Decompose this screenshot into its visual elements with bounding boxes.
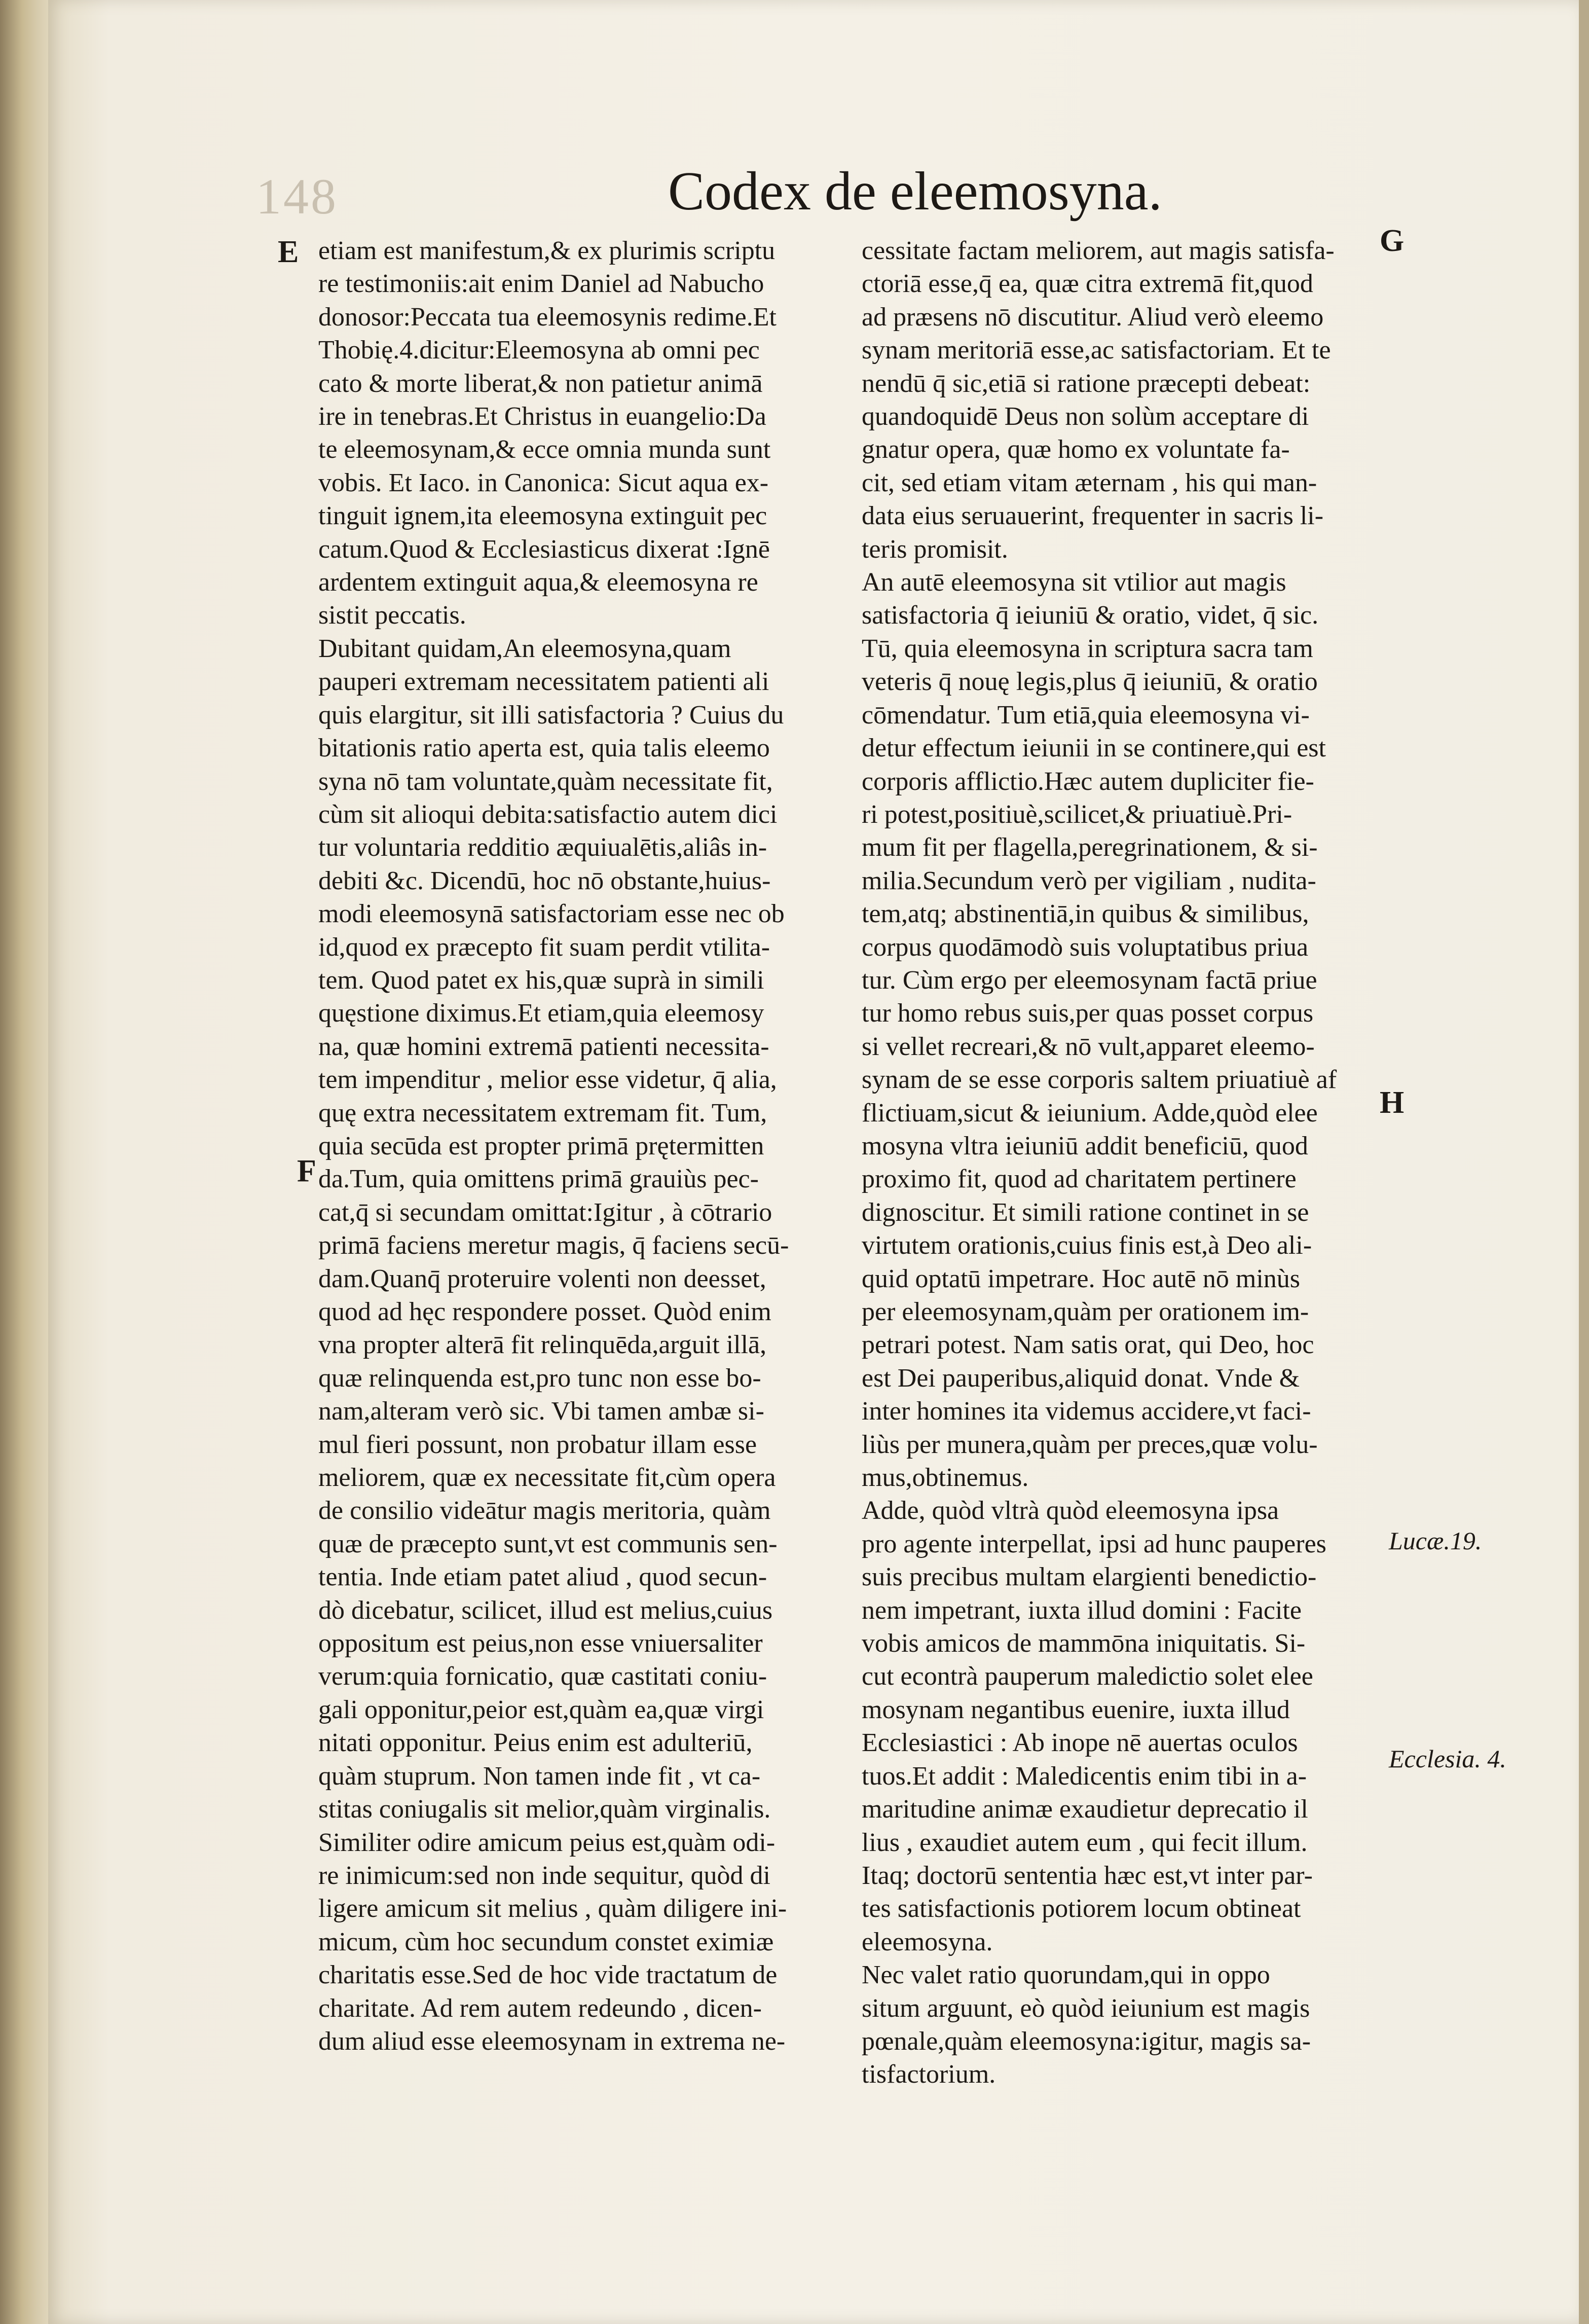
right-column-line: tisfactorium. <box>862 2060 996 2089</box>
left-column-line: charitate. Ad rem autem redeundo , dicen- <box>318 1993 762 2023</box>
left-column-line: id,quod ex præcepto fit suam perdit vtilita- <box>318 932 770 962</box>
left-column-line: na, quæ homini extremā patienti necessita- <box>318 1032 769 1061</box>
left-column-line: ire in tenebras.Et Christus in euangelio:Da <box>318 402 766 431</box>
left-column-line: quæ relinquenda est,pro tunc non esse bo- <box>318 1363 761 1393</box>
left-column-line: quia secūda est propter primā prętermitten <box>318 1131 764 1160</box>
section-marker-g: G <box>1380 224 1405 258</box>
left-column-line: tinguit ignem,ita eleemosyna extinguit pec <box>318 501 767 531</box>
right-column-line: maritudine animæ exaudietur deprecatio il <box>862 1795 1308 1824</box>
right-column-line: Itaq; doctorū sententia hæc est,vt inter par- <box>862 1861 1313 1890</box>
left-column-line: sistit peccatis. <box>318 601 466 630</box>
left-column-line: Similiter odire amicum peius est,quàm odi- <box>318 1828 775 1857</box>
right-column-line: dignoscitur. Et simili ratione continet in se <box>862 1197 1309 1227</box>
left-column-line: mul fieri possunt, non probatur illam esse <box>318 1430 757 1459</box>
text-column-left <box>318 234 830 2058</box>
right-column-line: vobis amicos de mammōna iniquitatis. Si- <box>862 1629 1306 1658</box>
left-column-line: re inimicum:sed non inde sequitur, quòd di <box>318 1861 770 1890</box>
right-column-line: Ecclesiastici : Ab inope nē auertas oculos <box>862 1728 1298 1758</box>
left-column-line: quę extra necessitatem extremam fit. Tum, <box>318 1098 767 1128</box>
right-column-line: liùs per munera,quàm per preces,quæ volu- <box>862 1430 1318 1459</box>
left-column-line: tem. Quod patet ex his,quæ suprà in simili <box>318 965 764 995</box>
left-column-line: dum aliud esse eleemosynam in extrema ne- <box>318 2026 786 2056</box>
marginal-note-luca: Lucæ.19. <box>1389 1527 1482 1555</box>
left-column-line: quæ de præcepto sunt,vt est communis sen- <box>318 1529 778 1558</box>
left-column-line: quis elargitur, sit illi satisfactoria ? Cuius du <box>318 700 784 730</box>
left-column-line: quàm stuprum. Non tamen inde fit , vt ca- <box>318 1761 761 1791</box>
left-column-line: de consilio videātur magis meritoria, quàm <box>318 1496 771 1526</box>
right-column-line: quid optatū impetrare. Hoc autē nō minùs <box>862 1264 1301 1293</box>
right-column-line: lius , exaudiet autem eum , qui fecit illum. <box>862 1828 1308 1857</box>
left-column-line: stitas coniugalis sit melior,quàm virginalis. <box>318 1795 771 1824</box>
right-column-line: tur. Cùm ergo per eleemosynam factā priue <box>862 965 1317 995</box>
left-column-line: primā faciens meretur magis, q̄ faciens secū- <box>318 1231 789 1260</box>
left-column-line: tentia. Inde etiam patet aliud , quod secun- <box>318 1563 767 1592</box>
right-column-line: data eius seruauerint, frequenter in sacris li- <box>862 501 1324 531</box>
right-column-line: nendū q̄ sic,etiā si ratione præcepti debeat: <box>862 369 1311 398</box>
right-column-line: satisfactoria q̄ ieiuniū & oratio, videt, q̄ sic. <box>862 601 1319 630</box>
right-column-line: teris promisit. <box>862 534 1008 564</box>
left-column-line: tur voluntaria redditio æquiualētis,aliâs in- <box>318 833 767 862</box>
left-column-line: meliorem, quæ ex necessitate fit,cùm opera <box>318 1463 776 1493</box>
right-column-line: gnatur opera, quæ homo ex voluntate fa- <box>862 435 1290 464</box>
right-column-line: inter homines ita videmus accidere,vt faci- <box>862 1397 1311 1426</box>
left-column-line: re testimoniis:ait enim Daniel ad Nabucho <box>318 269 764 299</box>
right-column-line: mum fit per flagella,peregrinationem, & si- <box>862 833 1318 862</box>
right-column-line: corpus quodāmodò suis voluptatibus priua <box>862 932 1309 962</box>
left-column-line: cùm sit alioqui debita:satisfactio autem dici <box>318 800 778 829</box>
right-column-line: cut econtrà pauperum maledictio solet elee <box>862 1662 1313 1691</box>
right-column-line: cōmendatur. Tum etiā,quia eleemosyna vi- <box>862 700 1310 730</box>
left-column-line: nam,alteram verò sic. Vbi tamen ambæ si- <box>318 1397 764 1426</box>
right-column-line: proximo fit, quod ad charitatem pertinere <box>862 1165 1297 1194</box>
left-column-line: syna nō tam voluntate,quàm necessitate fit, <box>318 767 773 796</box>
right-column-line: cit, sed etiam vitam æternam , his qui man- <box>862 468 1317 497</box>
book-page-edge <box>0 0 56 2324</box>
left-column-line: da.Tum, quia omittens primā grauiùs pec- <box>318 1165 759 1194</box>
left-column-line: micum, cùm hoc secundum constet eximiæ <box>318 1927 774 1956</box>
left-column-line: dò dicebatur, scilicet, illud est melius,cuius <box>318 1595 773 1625</box>
section-marker-h: H <box>1380 1085 1405 1120</box>
right-column-line: pro agente interpellat, ipsi ad hunc pauperes <box>862 1529 1326 1558</box>
right-column-line: petrari potest. Nam satis orat, qui Deo, hoc <box>862 1330 1314 1360</box>
left-column-line: cat,q̄ si secundam omittat:Igitur , à cōtrario <box>318 1197 772 1227</box>
folio-number: 148 <box>256 168 338 225</box>
left-column-line: vna propter alterā fit relinquēda,arguit illā, <box>318 1330 767 1360</box>
right-column-line: suis precibus multam elargienti benedictio- <box>862 1563 1317 1592</box>
right-column-line: tuos.Et addit : Maledicentis enim tibi in a- <box>862 1761 1307 1791</box>
left-column-line: Thobię.4.dicitur:Eleemosyna ab omni pec <box>318 336 760 365</box>
right-column-line: virtutem orationis,cuius finis est,à Deo ali- <box>862 1231 1312 1260</box>
left-column-line: ardentem extinguit aqua,& eleemosyna re <box>318 568 758 597</box>
left-column-line: modi eleemosynā satisfactoriam esse nec ob <box>318 899 785 929</box>
right-column-line: cessitate factam meliorem, aut magis satisfa- <box>862 236 1335 265</box>
right-column-line: synam meritoriā esse,ac satisfactoriam. Et te <box>862 336 1331 365</box>
left-column-line: cato & morte liberat,& non patietur animā <box>318 369 763 398</box>
right-column-line: flictiuam,sicut & ieiunium. Adde,quòd elee <box>862 1098 1318 1128</box>
left-column-line: donosor:Peccata tua eleemosynis redime.Et <box>318 302 777 332</box>
right-column-line: ctoriā esse,q̄ ea, quæ citra extremā fit,quod <box>862 269 1313 299</box>
right-column-line: Tū, quia eleemosyna in scriptura sacra tam <box>862 634 1313 663</box>
left-column-line: oppositum est peius,non esse vniuersaliter <box>318 1629 763 1658</box>
right-column-line: tur homo rebus suis,per quas posset corpus <box>862 999 1314 1028</box>
left-column-line: quęstione diximus.Et etiam,quia eleemosy <box>318 999 764 1028</box>
left-column-line: dam.Quanq̄ proteruire volenti non deesset, <box>318 1264 766 1293</box>
left-column-line: te eleemosynam,& ecce omnia munda sunt <box>318 435 771 464</box>
right-column-line: situm arguunt, eò quòd ieiunium est magis <box>862 1993 1310 2023</box>
left-column-line: ligere amicum sit melius , quàm diligere ini- <box>318 1894 787 1923</box>
left-column-line: nitati opponitur. Peius enim est adulteriū, <box>318 1728 753 1758</box>
left-column-line: charitatis esse.Sed de hoc vide tractatum de <box>318 1960 778 1990</box>
left-column-line: catum.Quod & Ecclesiasticus dixerat :Ignē <box>318 534 770 564</box>
right-column-line: ri potest,positiuè,scilicet,& priuatiuè.Pri- <box>862 800 1292 829</box>
marginal-note-eccles: Ecclesia. 4. <box>1389 1745 1506 1773</box>
right-column-line: eleemosyna. <box>862 1927 993 1956</box>
right-column-line: veteris q̄ nouę legis,plus q̄ ieiuniū, & oratio <box>862 667 1318 697</box>
right-column-line: si vellet recreari,& nō vult,apparet eleemo- <box>862 1032 1315 1061</box>
left-column-line: pauperi extremam necessitatem patienti ali <box>318 667 769 697</box>
right-column-line: nem impetrant, iuxta illud domini : Facite <box>862 1595 1302 1625</box>
right-column-line: Nec valet ratio quorundam,qui in oppo <box>862 1960 1270 1990</box>
left-column-line: bitationis ratio aperta est, quia talis eleemo <box>318 734 770 763</box>
right-column-line: pœnale,quàm eleemosyna:igitur, magis sa- <box>862 2026 1311 2056</box>
left-column-line: Dubitant quidam,An eleemosyna,quam <box>318 634 731 663</box>
left-column-line: quod ad hęc respondere posset. Quòd enim <box>318 1297 771 1326</box>
left-column-line: vobis. Et Iaco. in Canonica: Sicut aqua ex- <box>318 468 769 497</box>
right-column-line: tes satisfactionis potiorem locum obtineat <box>862 1894 1301 1923</box>
text-column-right <box>862 234 1374 2091</box>
left-column-line: tem impenditur , melior esse videtur, q̄ alia, <box>318 1065 777 1095</box>
left-column-line: gali opponitur,peior est,quàm ea,quæ virgi <box>318 1695 764 1724</box>
right-column-line: per eleemosynam,quàm per orationem im- <box>862 1297 1309 1326</box>
running-head: Codex de eleemosyna. <box>668 161 1162 222</box>
right-column-line: quandoquidē Deus non solùm acceptare di <box>862 402 1309 431</box>
left-column-line: etiam est manifestum,& ex plurimis scriptu <box>318 236 775 265</box>
right-column-line: An autē eleemosyna sit vtilior aut magis <box>862 568 1286 597</box>
right-column-line: corporis afflictio.Hæc autem dupliciter fie- <box>862 767 1314 796</box>
right-column-line: milia.Secundum verò per vigiliam , nudita- <box>862 866 1316 895</box>
right-column-line: est Dei pauperibus,aliquid donat. Vnde & <box>862 1363 1300 1393</box>
left-column-line: verum:quia fornicatio, quæ castitati coniu- <box>318 1662 767 1691</box>
section-marker-f: F <box>297 1154 316 1188</box>
right-column-line: mosynam negantibus euenire, iuxta illud <box>862 1695 1290 1724</box>
right-column-line: synam de se esse corporis saltem priuatiuè af <box>862 1065 1337 1095</box>
right-column-line: Adde, quòd vltrà quòd eleemosyna ipsa <box>862 1496 1279 1526</box>
right-column-line: mosyna vltra ieiuniū addit beneficiū, quod <box>862 1131 1308 1160</box>
right-column-line: tem,atq; abstinentiā,in quibus & similibus, <box>862 899 1309 929</box>
right-column-line: ad præsens nō discutitur. Aliud verò eleemo <box>862 302 1324 332</box>
left-column-line: debiti &c. Dicendū, hoc nō obstante,huius- <box>318 866 771 895</box>
section-marker-e: E <box>278 235 299 269</box>
right-column-line: detur effectum ieiunii in se continere,qui est <box>862 734 1326 763</box>
right-column-line: mus,obtinemus. <box>862 1463 1029 1493</box>
